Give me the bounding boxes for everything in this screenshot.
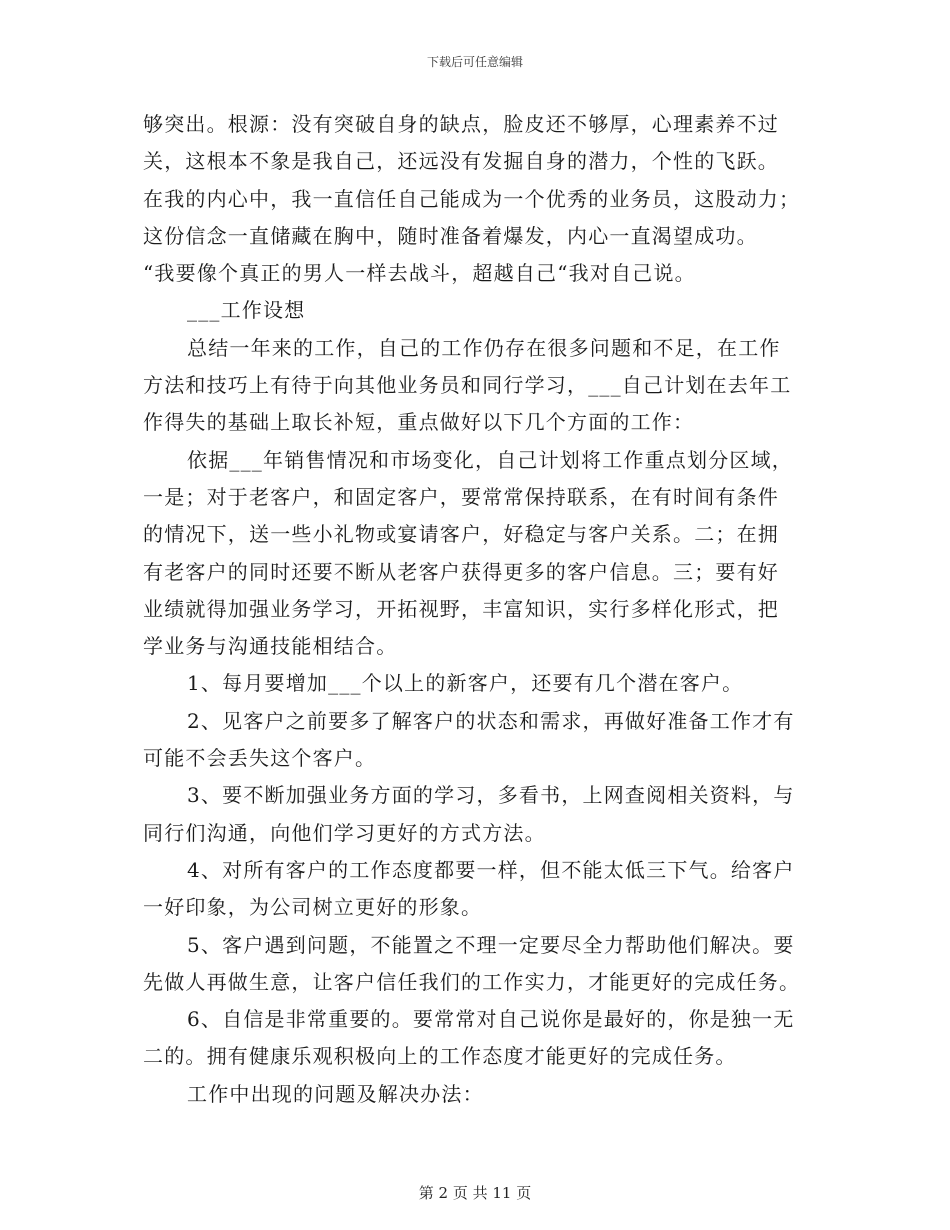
- text-line: “我要像个真正的男人一样去战斗，超越自己“我对自己说。: [143, 261, 696, 286]
- text-line: 方法和技巧上有待于向其他业务员和同行学习，___自己计划在去年工: [143, 373, 792, 398]
- text-line: 一是；对于老客户，和固定客户，要常常保持联系，在有时间有条件: [143, 484, 779, 509]
- list-item: 5、客户遇到问题，不能置之不理一定要尽全力帮助他们解决。要: [187, 932, 795, 957]
- document-body: [143, 106, 808, 1113]
- text-line: 二的。拥有健康乐观积极向上的工作态度才能更好的完成任务。: [143, 1044, 737, 1069]
- text-line: 依据___年销售情况和市场变化，自己计划将工作重点划分区域，: [187, 447, 793, 472]
- text-line: 作得失的基础上取长补短，重点做好以下几个方面的工作：: [143, 410, 695, 435]
- text-line: 的情况下，送一些小礼物或宴请客户，好稳定与客户关系。二；在拥: [143, 522, 779, 547]
- text-line: 有老客户的同时还要不断从老客户获得更多的客户信息。三；要有好: [143, 559, 779, 584]
- text-line: 总结一年来的工作，自己的工作仍存在很多问题和不足，在工作: [187, 335, 781, 360]
- text-line: 可能不会丢失这个客户。: [143, 746, 377, 771]
- text-line: 关，这根本不象是我自己，还远没有发掘自身的潜力，个性的飞跃。: [143, 149, 779, 174]
- text-line: 一好印象，为公司树立更好的形象。: [143, 895, 483, 920]
- text-line: 同行们沟通，向他们学习更好的方式方法。: [143, 820, 546, 845]
- text-line: 这份信念一直储藏在胸中，随时准备着爆发，内心一直渴望成功。: [143, 223, 758, 248]
- list-item: 4、对所有客户的工作态度都要一样，但不能太低三下气。给客户: [187, 857, 795, 882]
- section-heading: ___工作设想: [187, 298, 306, 323]
- list-item: 1、每月要增加___个以上的新客户，还要有几个潜在客户。: [187, 671, 744, 696]
- page-footer: 第 2 页 共 11 页: [418, 1184, 532, 1202]
- text-line: 在我的内心中，我一直信任自己能成为一个优秀的业务员，这股动力；: [143, 186, 801, 211]
- list-item: 6、自信是非常重要的。要常常对自己说你是最好的，你是独一无: [187, 1007, 795, 1032]
- page-header: 下载后可任意编辑: [426, 55, 523, 69]
- text-line: 够突出。根源：没有突破自身的缺点，脸皮还不够厚，心理素养不过: [143, 112, 779, 136]
- text-line: 先做人再做生意，让客户信任我们的工作实力，才能更好的完成任务。: [143, 969, 801, 994]
- list-item: 3、要不断加强业务方面的学习，多看书，上网查阅相关资料，与: [187, 783, 795, 808]
- list-item: 2、见客户之前要多了解客户的状态和需求，再做好准备工作才有: [187, 708, 795, 733]
- text-line: 业绩就得加强业务学习，开拓视野，丰富知识，实行多样化形式，把: [143, 596, 779, 621]
- section-heading: 工作中出现的问题及解决办法：: [187, 1081, 484, 1106]
- text-line: 学业务与沟通技能相结合。: [143, 634, 398, 659]
